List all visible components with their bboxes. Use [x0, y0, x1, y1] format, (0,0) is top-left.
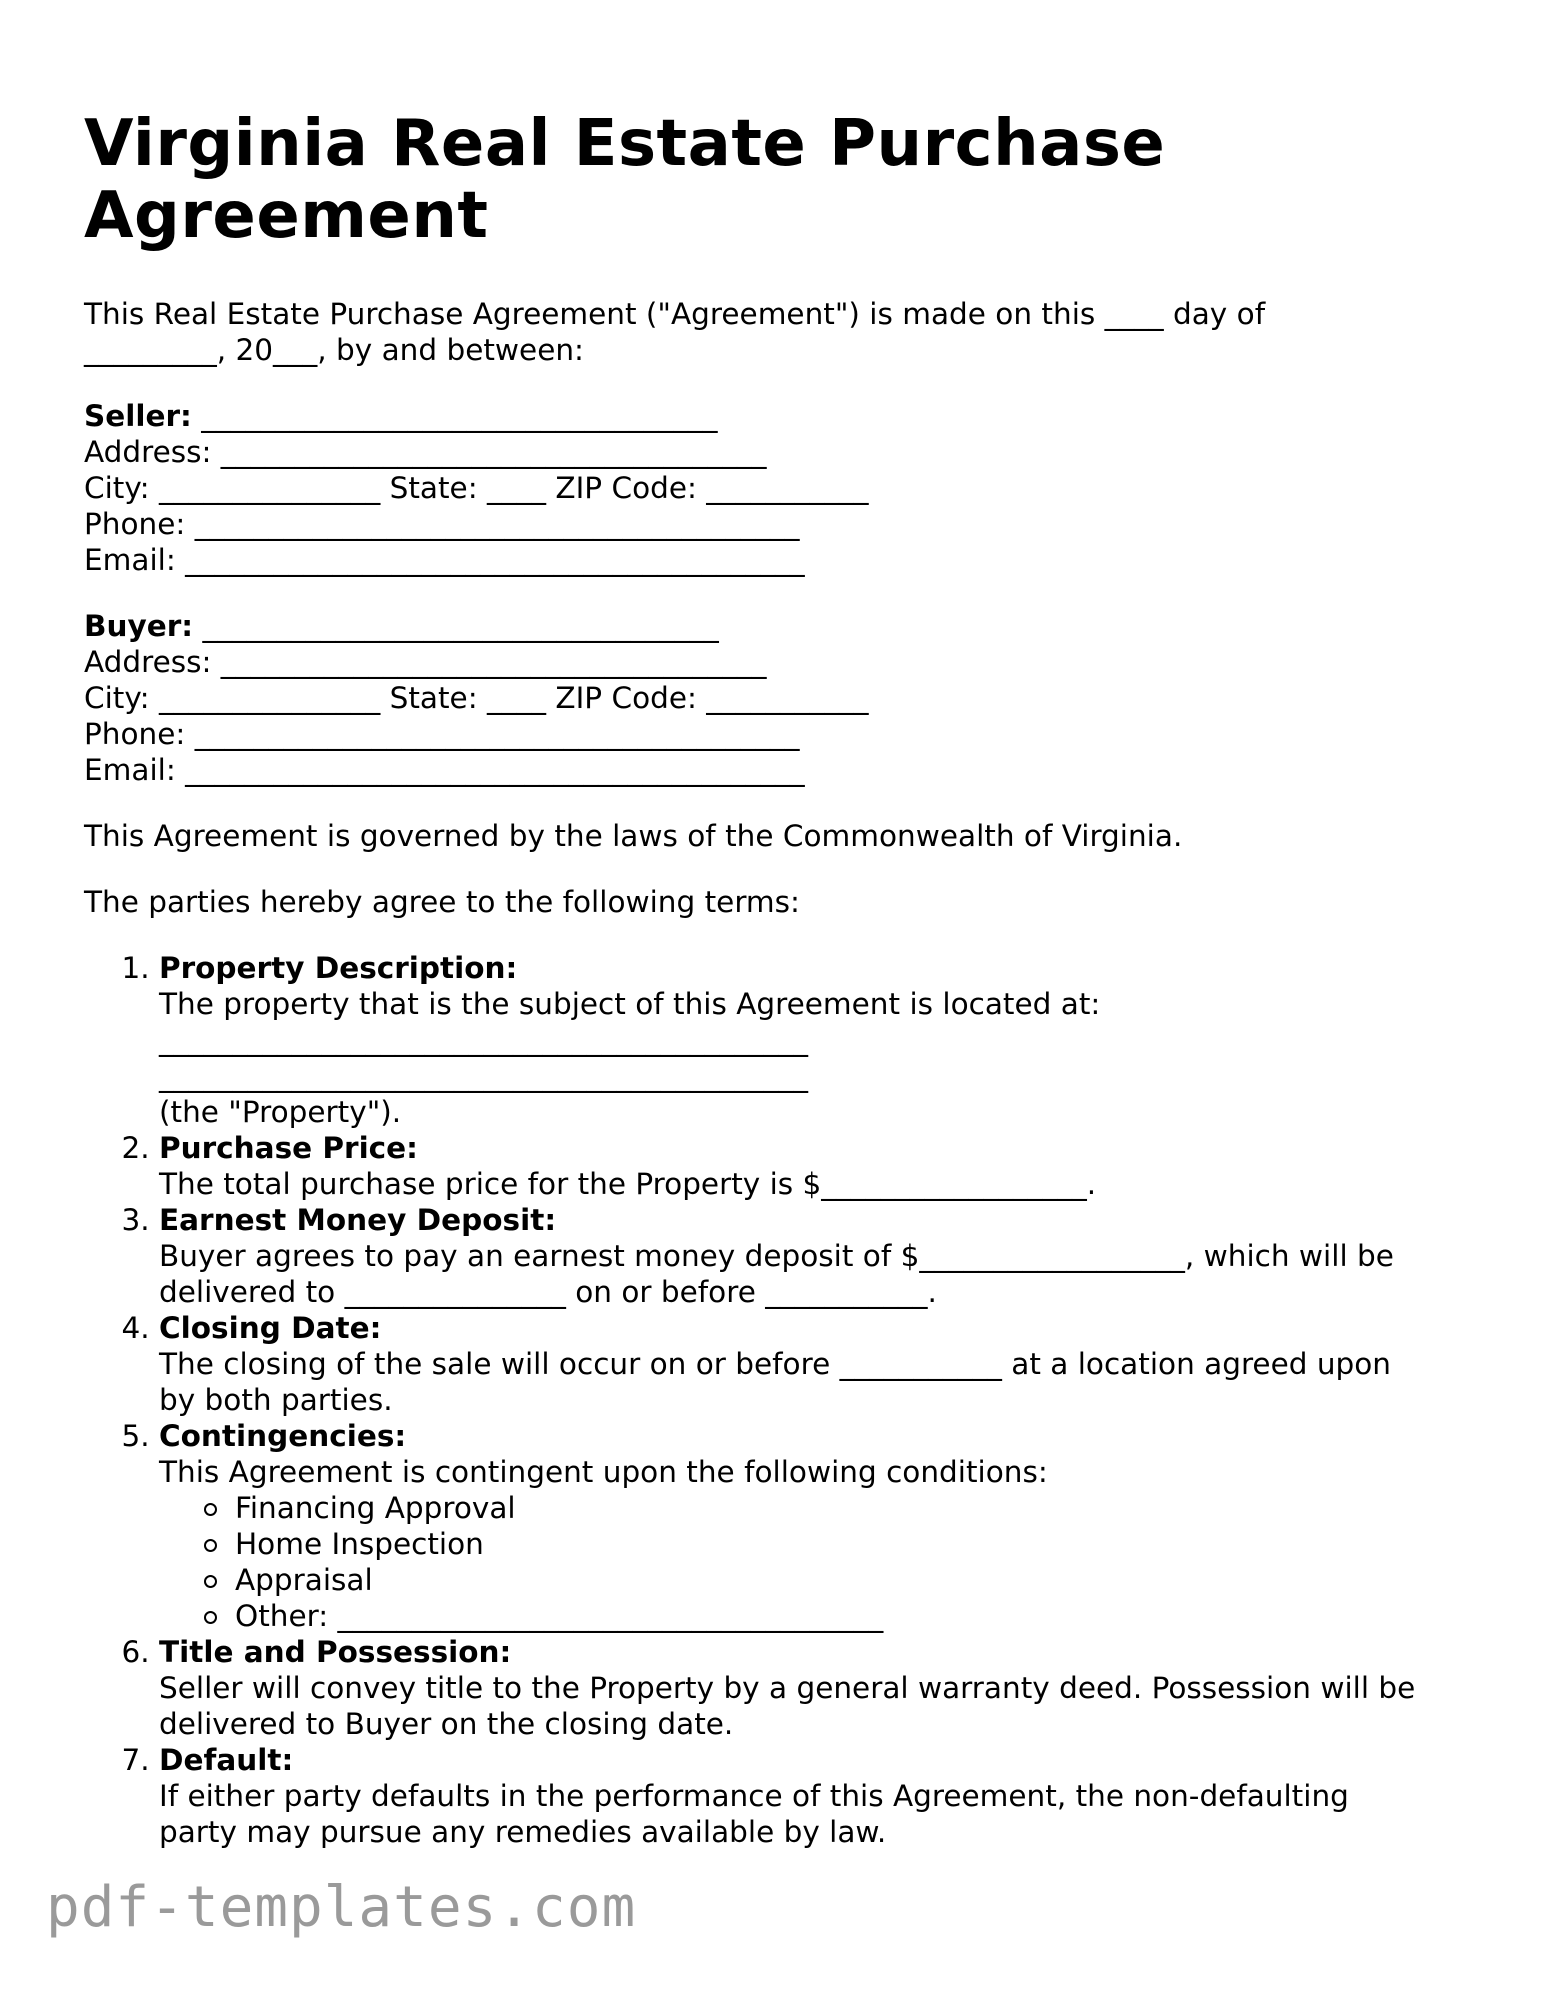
contingency-text: Financing Approval — [235, 1491, 516, 1525]
term-line: The property that is the subject of this Agreement is located at: — [159, 987, 1101, 1021]
contingency-item — [159, 1562, 1464, 1598]
term-line: party may pursue any remedies available by law. — [159, 1815, 887, 1849]
buyer-section — [84, 608, 1464, 788]
buyer-city-state-zip: City: _______________ State: ____ ZIP Code: ___________ — [84, 681, 869, 715]
term-closing-date — [159, 1310, 1464, 1418]
terms-list — [84, 950, 1464, 1850]
buyer-name-line — [84, 608, 1464, 644]
contingency-list — [159, 1490, 1464, 1634]
term-heading: Earnest Money Deposit: — [159, 1203, 557, 1237]
contingency-item — [159, 1526, 1464, 1562]
term-line: by both parties. — [159, 1383, 393, 1417]
seller-label: Seller: — [84, 399, 192, 433]
term-line: The closing of the sale will occur on or before ___________ at a location agreed upon — [159, 1347, 1391, 1381]
term-heading: Default: — [159, 1743, 294, 1777]
term-purchase-price — [159, 1130, 1464, 1202]
buyer-name-blank: ___________________________________ — [193, 609, 719, 643]
contingency-text: Home Inspection — [235, 1527, 484, 1561]
term-earnest-money-deposit — [159, 1202, 1464, 1310]
term-contingencies — [159, 1418, 1464, 1634]
term-line: delivered to _______________ on or before ___________. — [159, 1275, 937, 1309]
governing-law: This Agreement is governed by the laws of the Commonwealth of Virginia. — [84, 819, 1183, 853]
term-line: Seller will convey title to the Property by a general warranty deed. Possession will be — [159, 1671, 1416, 1705]
contingency-item — [159, 1598, 1464, 1634]
seller-section — [84, 398, 1464, 578]
term-title-and-possession — [159, 1634, 1464, 1742]
term-heading: Purchase Price: — [159, 1131, 418, 1165]
term-line: delivered to Buyer on the closing date. — [159, 1707, 734, 1741]
seller-phone: Phone: _________________________________________ — [84, 507, 800, 541]
circle-bullet-icon — [204, 1539, 217, 1552]
term-line: The total purchase price for the Property is $__________________. — [159, 1167, 1097, 1201]
term-line: If either party defaults in the performance of this Agreement, the non-defaulting — [159, 1779, 1349, 1813]
buyer-phone: Phone: _________________________________________ — [84, 717, 800, 751]
buyer-label: Buyer: — [84, 609, 194, 643]
intro-line-1: This Real Estate Purchase Agreement ("Agreement") is made on this ____ day of — [84, 297, 1266, 331]
contingency-text: Other: _____________________________________ — [235, 1599, 884, 1633]
term-heading: Property Description: — [159, 951, 518, 985]
term-line: ____________________________________________ — [159, 1023, 808, 1057]
contingency-item — [159, 1490, 1464, 1526]
seller-name-blank: ___________________________________ — [191, 399, 718, 433]
term-line: (the "Property"). — [159, 1095, 402, 1129]
seller-email: Email: __________________________________________ — [84, 543, 805, 577]
term-line: Buyer agrees to pay an earnest money deposit of $__________________, which will be — [159, 1239, 1394, 1273]
terms-intro: The parties hereby agree to the following terms: — [84, 885, 800, 919]
term-property-description — [159, 950, 1464, 1130]
term-line: This Agreement is contingent upon the following conditions: — [159, 1455, 1048, 1489]
document-page — [84, 108, 1464, 1850]
seller-address: Address: _____________________________________ — [84, 435, 767, 469]
buyer-address: Address: _____________________________________ — [84, 645, 767, 679]
term-heading: Closing Date: — [159, 1311, 382, 1345]
seller-city-state-zip: City: _______________ State: ____ ZIP Code: ___________ — [84, 471, 869, 505]
buyer-email: Email: __________________________________________ — [84, 753, 805, 787]
circle-bullet-icon — [204, 1503, 217, 1516]
document-title: Virginia Real Estate Purchase Agreement — [84, 107, 1166, 253]
circle-bullet-icon — [204, 1575, 217, 1588]
seller-name-line — [84, 398, 1464, 434]
intro-paragraph — [84, 296, 1464, 368]
term-line: ____________________________________________ — [159, 1059, 808, 1093]
contingency-text: Appraisal — [235, 1563, 373, 1597]
term-heading: Title and Possession: — [159, 1635, 512, 1669]
term-default — [159, 1742, 1464, 1850]
circle-bullet-icon — [204, 1611, 217, 1624]
watermark-logo: pdf-templates.com — [46, 1875, 637, 1940]
intro-line-2: _________, 20___, by and between: — [84, 333, 584, 367]
term-heading: Contingencies: — [159, 1419, 407, 1453]
